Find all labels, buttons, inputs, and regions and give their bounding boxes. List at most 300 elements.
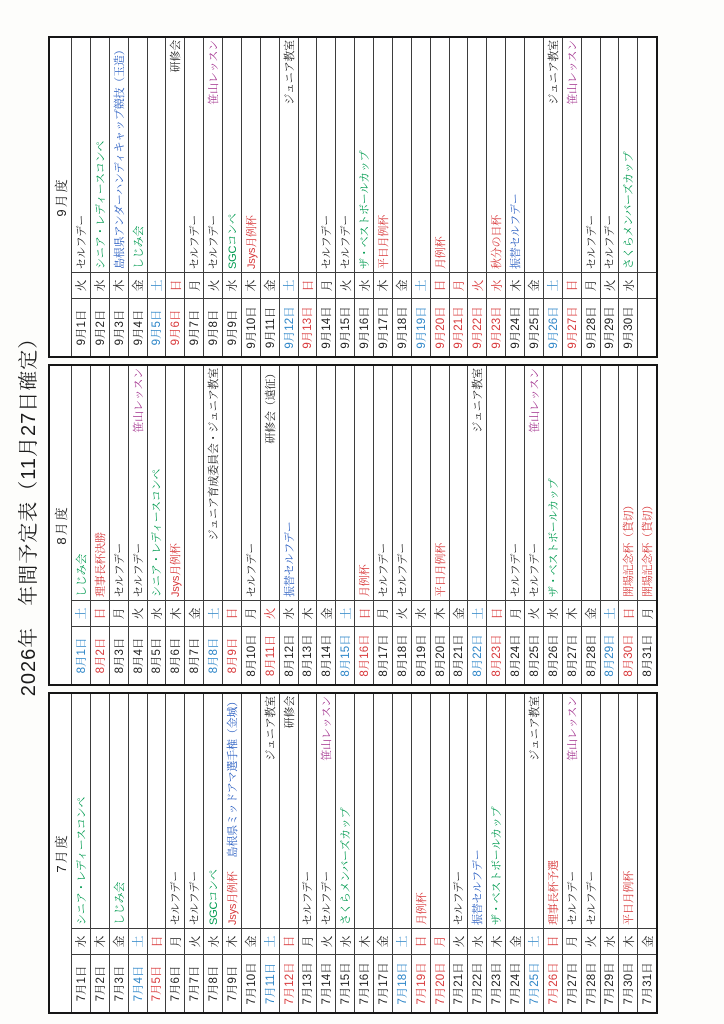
schedule-row	[260, 694, 279, 1012]
weekday-cell: 日	[355, 601, 373, 627]
event-cell	[355, 366, 373, 601]
schedule-row	[316, 366, 335, 684]
date-cell: 9月20日	[434, 306, 447, 349]
event-cell	[601, 366, 619, 601]
weekday-cell: 日	[563, 273, 581, 299]
schedule-row	[373, 38, 392, 356]
event-note-label: 笹山レッスン	[208, 40, 221, 105]
schedule-row	[524, 38, 543, 356]
event-label: 島根県アンダーハンディキャップ競技（玉造）	[113, 44, 126, 269]
weekday-cell: 月	[317, 273, 335, 299]
date-cell: 8月10日	[245, 634, 258, 677]
date-cell: 7月23日	[491, 962, 504, 1005]
date-cell: 9月14日	[321, 306, 334, 349]
date-cell: 7月6日	[170, 965, 183, 1002]
schedule-row	[618, 694, 637, 1012]
schedule-row	[260, 366, 279, 684]
schedule-row	[222, 694, 241, 1012]
schedule-row	[165, 694, 184, 1012]
weekday-cell: 月	[242, 601, 260, 627]
schedule-row	[467, 38, 486, 356]
event-note-label: ジュニア育成委員会・ジュニア教室	[208, 368, 221, 541]
schedule-row	[184, 366, 203, 684]
weekday-cell: 金	[506, 929, 524, 955]
schedule-row	[543, 694, 562, 1012]
date-cell: 8月12日	[283, 634, 296, 677]
schedule-row	[543, 366, 562, 684]
date-cell: 7月21日	[453, 962, 466, 1005]
date-cell: 9月15日	[340, 306, 353, 349]
weekday-cell: 月	[563, 929, 581, 955]
date-cell: 9月12日	[283, 306, 296, 349]
event-label: セルフデー	[245, 543, 258, 597]
weekday-cell: 火	[129, 601, 147, 627]
event-cell	[317, 366, 335, 601]
month-table-2	[48, 364, 658, 686]
date-cell: 7月8日	[208, 965, 221, 1002]
schedule-row	[524, 366, 543, 684]
weekday-cell: 木	[506, 273, 524, 299]
event-cell	[601, 38, 619, 273]
event-cell	[336, 694, 354, 929]
event-cell	[544, 366, 562, 601]
weekday-cell: 金	[525, 273, 543, 299]
weekday-cell: 日	[544, 929, 562, 955]
event-label: セルフデー	[189, 215, 202, 269]
date-cell: 8月21日	[453, 634, 466, 677]
weekday-cell: 火	[72, 273, 90, 299]
date-cell: 8月15日	[340, 634, 353, 677]
weekday-cell: 火	[582, 929, 600, 955]
month-table-3	[48, 36, 658, 358]
date-cell: 8月31日	[642, 634, 655, 677]
event-cell	[638, 694, 656, 929]
schedule-row	[373, 694, 392, 1012]
date-cell: 9月2日	[94, 309, 107, 346]
event-cell	[582, 38, 600, 273]
schedule-row	[449, 366, 468, 684]
page-title: 2026年 年間予定表（11月27日確定）	[18, 327, 40, 697]
schedule-row	[90, 38, 109, 356]
event-cell	[129, 366, 147, 601]
event-cell	[468, 366, 486, 601]
weekday-cell: 木	[431, 601, 449, 627]
event-cell	[261, 366, 279, 601]
event-cell	[393, 38, 411, 273]
schedule-row	[486, 694, 505, 1012]
weekday-cell: 水	[336, 929, 354, 955]
date-cell: 7月18日	[396, 962, 409, 1005]
weekday-cell: 土	[412, 273, 430, 299]
schedule-row	[449, 38, 468, 356]
event-cell	[280, 366, 298, 601]
event-label: 秋分の日杯	[491, 215, 504, 269]
event-cell	[487, 38, 505, 273]
schedule-row	[298, 694, 317, 1012]
event-label: Jsys月例杯	[245, 215, 258, 269]
schedule-row	[72, 366, 90, 684]
weekday-cell: 火	[204, 273, 222, 299]
weekday-cell: 木	[487, 929, 505, 955]
schedule-row	[279, 366, 298, 684]
event-cell	[563, 366, 581, 601]
schedule-row	[203, 366, 222, 684]
weekday-cell: 月	[185, 273, 203, 299]
event-note-label: ジュニア教室	[283, 40, 296, 105]
weekday-cell: 金	[261, 273, 279, 299]
weekday-cell: 木	[242, 273, 260, 299]
weekday-cell: 水	[223, 273, 241, 299]
event-cell	[72, 366, 90, 601]
weekday-cell: 土	[544, 273, 562, 299]
schedule-row	[335, 694, 354, 1012]
weekday-cell: 金	[185, 601, 203, 627]
schedule-row	[562, 366, 581, 684]
date-cell: 7月15日	[340, 962, 353, 1005]
date-cell: 9月5日	[151, 309, 164, 346]
schedule-row	[354, 366, 373, 684]
date-cell: 9月26日	[547, 306, 560, 349]
event-label: セルフデー	[113, 543, 126, 597]
event-cell	[525, 366, 543, 601]
date-cell: 7月13日	[302, 962, 315, 1005]
event-cell	[261, 38, 279, 273]
event-cell	[223, 38, 241, 273]
weekday-cell: 日	[431, 273, 449, 299]
schedule-row	[316, 38, 335, 356]
event-label: さくらメンバーズカップ	[623, 151, 636, 269]
event-label: セルフデー	[75, 215, 88, 269]
weekday-cell: 木	[110, 273, 128, 299]
event-label: セルフデー	[377, 543, 390, 597]
schedule-row	[279, 694, 298, 1012]
date-cell: 8月14日	[321, 634, 334, 677]
event-cell	[506, 694, 524, 929]
date-cell: 7月22日	[472, 962, 485, 1005]
weekday-cell: 水	[412, 601, 430, 627]
date-cell: 7月27日	[566, 962, 579, 1005]
schedule-row	[430, 366, 449, 684]
weekday-cell: 土	[72, 601, 90, 627]
weekday-cell: 土	[336, 601, 354, 627]
schedule-row	[335, 366, 354, 684]
month-tables	[48, 36, 658, 1014]
event-cell	[317, 38, 335, 273]
weekday-cell: 金	[374, 929, 392, 955]
event-label: 平日月例杯	[377, 215, 390, 269]
weekday-cell: 金	[638, 929, 656, 955]
event-cell	[91, 366, 109, 601]
event-cell	[223, 694, 241, 929]
schedule-row	[467, 366, 486, 684]
schedule-row	[316, 694, 335, 1012]
date-cell: 9月19日	[415, 306, 428, 349]
event-note-label: 笹山レッスン	[566, 696, 579, 761]
schedule-row	[90, 694, 109, 1012]
date-cell: 7月30日	[623, 962, 636, 1005]
date-cell: 8月11日	[264, 634, 277, 677]
weekday-cell: 水	[619, 273, 637, 299]
date-cell: 7月11日	[264, 962, 277, 1005]
event-label: SGCコンペ	[208, 869, 221, 925]
date-cell: 8月23日	[491, 634, 504, 677]
event-label: 平日月例杯	[623, 871, 636, 925]
weekday-cell	[638, 273, 656, 299]
date-cell: 9月22日	[472, 306, 485, 349]
weekday-cell: 水	[91, 273, 109, 299]
event-label: しじみ会	[113, 881, 126, 925]
date-cell: 9月17日	[377, 306, 390, 349]
weekday-cell: 月	[506, 601, 524, 627]
date-cell: 9月7日	[189, 309, 202, 346]
weekday-cell: 木	[91, 929, 109, 955]
event-cell	[412, 694, 430, 929]
month-header: 9月度	[50, 38, 72, 356]
weekday-cell: 火	[601, 273, 619, 299]
schedule-row	[562, 694, 581, 1012]
event-note-label: 研修会（遠征）	[264, 368, 277, 444]
schedule-row	[128, 366, 147, 684]
schedule-row	[467, 694, 486, 1012]
weekday-cell: 土	[261, 929, 279, 955]
weekday-cell: 土	[148, 273, 166, 299]
schedule-row	[637, 38, 656, 356]
event-cell	[242, 38, 260, 273]
event-cell	[72, 38, 90, 273]
event-cell	[582, 366, 600, 601]
schedule-row	[505, 366, 524, 684]
event-label: セルフデー	[528, 543, 541, 597]
date-cell: 7月31日	[642, 962, 655, 1005]
schedule-row	[109, 694, 128, 1012]
weekday-cell: 土	[525, 929, 543, 955]
weekday-cell: 水	[148, 601, 166, 627]
event-cell	[204, 366, 222, 601]
event-note-label: 研修会	[170, 40, 183, 73]
schedule-row	[203, 694, 222, 1012]
weekday-cell: 土	[204, 601, 222, 627]
weekday-cell: 日	[412, 929, 430, 955]
date-cell: 9月13日	[302, 306, 315, 349]
event-cell	[299, 38, 317, 273]
weekday-cell: 日	[148, 929, 166, 955]
schedule-row	[524, 694, 543, 1012]
schedule-row	[147, 366, 166, 684]
event-cell	[431, 694, 449, 929]
event-label: セルフデー	[302, 871, 315, 925]
event-cell	[374, 694, 392, 929]
schedule-row	[543, 38, 562, 356]
date-cell: 8月3日	[113, 637, 126, 674]
event-cell	[91, 38, 109, 273]
schedule-row	[411, 366, 430, 684]
event-cell	[242, 366, 260, 601]
date-cell: 7月16日	[359, 962, 372, 1005]
event-cell	[525, 694, 543, 929]
date-cell: 7月10日	[245, 962, 258, 1005]
event-label: セルフデー	[585, 871, 598, 925]
event-cell	[487, 366, 505, 601]
date-cell: 9月29日	[604, 306, 617, 349]
event-note-label: 笹山レッスン	[528, 368, 541, 433]
event-cell	[412, 38, 430, 273]
weekday-cell: 金	[110, 929, 128, 955]
weekday-cell: 日	[299, 273, 317, 299]
event-cell	[450, 694, 468, 929]
schedule-row	[581, 38, 600, 356]
event-cell	[129, 694, 147, 929]
event-cell	[261, 694, 279, 929]
event-note-label: ジュニア教室	[547, 40, 560, 105]
weekday-cell: 火	[450, 929, 468, 955]
schedule-row	[581, 694, 600, 1012]
date-cell: 7月29日	[604, 962, 617, 1005]
event-label: セルフデー	[453, 871, 466, 925]
event-cell	[544, 38, 562, 273]
schedule-row	[392, 38, 411, 356]
weekday-cell: 木	[619, 929, 637, 955]
event-cell	[355, 38, 373, 273]
event-cell	[185, 694, 203, 929]
event-cell	[223, 366, 241, 601]
schedule-row	[147, 38, 166, 356]
event-cell	[148, 366, 166, 601]
event-cell	[582, 694, 600, 929]
schedule-row	[430, 694, 449, 1012]
event-label: Jsys月例杯	[226, 871, 239, 925]
month-table-1	[48, 692, 658, 1014]
event-cell	[110, 38, 128, 273]
schedule-row	[354, 694, 373, 1012]
weekday-cell: 金	[582, 601, 600, 627]
schedule-row	[430, 38, 449, 356]
weekday-cell: 金	[129, 273, 147, 299]
date-cell: 9月16日	[359, 306, 372, 349]
date-cell: 9月28日	[585, 306, 598, 349]
event-cell	[619, 366, 637, 601]
date-cell: 9月21日	[453, 306, 466, 349]
event-label: セルフデー	[189, 871, 202, 925]
schedule-row	[637, 366, 656, 684]
weekday-cell: 日	[166, 273, 184, 299]
event-cell	[431, 366, 449, 601]
event-cell	[450, 38, 468, 273]
event-cell	[506, 38, 524, 273]
event-label: 理事長杯決勝	[94, 532, 107, 597]
event-note-label: ジュニア教室	[472, 368, 485, 433]
weekday-cell: 火	[336, 273, 354, 299]
event-label: 振替セルフデー	[472, 849, 485, 925]
event-label: 振替セルフデー	[283, 521, 296, 597]
event-cell	[638, 38, 656, 273]
event-note-label: 笹山レッスン	[566, 40, 579, 105]
weekday-cell: 日	[487, 601, 505, 627]
event-cell	[166, 694, 184, 929]
schedule-row	[637, 694, 656, 1012]
weekday-cell: 木	[166, 601, 184, 627]
date-cell: 8月22日	[472, 634, 485, 677]
date-cell: 9月10日	[245, 306, 258, 349]
event-cell	[148, 694, 166, 929]
date-cell: 7月24日	[510, 962, 523, 1005]
weekday-cell: 金	[317, 601, 335, 627]
event-cell	[280, 694, 298, 929]
schedule-row	[354, 38, 373, 356]
date-cell: 9月18日	[396, 306, 409, 349]
weekday-cell: 火	[185, 929, 203, 955]
date-cell: 7月26日	[547, 962, 560, 1005]
event-cell	[299, 366, 317, 601]
weekday-cell: 木	[563, 601, 581, 627]
event-cell	[91, 694, 109, 929]
weekday-cell: 木	[223, 929, 241, 955]
date-cell: 7月14日	[321, 962, 334, 1005]
schedule-row	[109, 38, 128, 356]
weekday-cell: 水	[544, 601, 562, 627]
event-label: 開場記念杯（貸切）	[642, 499, 655, 597]
event-note-label: 島根県ミッドアマ選手権（金城）	[226, 696, 239, 858]
weekday-cell: 木	[299, 601, 317, 627]
event-label: SGCコンペ	[226, 213, 239, 269]
date-cell: 8月2日	[94, 637, 107, 674]
schedule-row	[600, 366, 619, 684]
weekday-cell: 日	[280, 929, 298, 955]
weekday-cell: 月	[431, 929, 449, 955]
schedule-row	[449, 694, 468, 1012]
date-cell: 8月6日	[170, 637, 183, 674]
schedule-row	[72, 694, 90, 1012]
weekday-cell: 日	[619, 601, 637, 627]
date-cell: 8月19日	[415, 634, 428, 677]
event-cell	[487, 694, 505, 929]
date-cell: 7月12日	[283, 962, 296, 1005]
schedule-row	[505, 38, 524, 356]
weekday-cell: 木	[374, 273, 392, 299]
weekday-cell: 水	[601, 929, 619, 955]
date-cell: 7月9日	[226, 965, 239, 1002]
schedule-row	[222, 38, 241, 356]
event-label: セルフデー	[208, 215, 221, 269]
weekday-cell: 日	[223, 601, 241, 627]
schedule-row	[147, 694, 166, 1012]
event-cell	[544, 694, 562, 929]
event-cell	[336, 38, 354, 273]
date-cell: 8月16日	[359, 634, 372, 677]
event-label: シニア・レディースコンペ	[75, 796, 88, 925]
event-cell	[336, 366, 354, 601]
weekday-cell: 月	[450, 273, 468, 299]
date-cell: 7月3日	[113, 965, 126, 1002]
weekday-cell: 水	[487, 273, 505, 299]
event-note-label: ジュニア教室	[528, 696, 541, 761]
month-header: 8月度	[50, 366, 72, 684]
date-cell: 8月30日	[623, 634, 636, 677]
event-cell	[110, 694, 128, 929]
event-cell	[166, 366, 184, 601]
schedule-row	[260, 38, 279, 356]
schedule-row	[241, 694, 260, 1012]
schedule-row	[298, 366, 317, 684]
date-cell: 8月13日	[302, 634, 315, 677]
event-label: セルフデー	[340, 215, 353, 269]
event-label: 振替セルフデー	[510, 193, 523, 269]
schedule-row	[486, 38, 505, 356]
date-cell: 8月4日	[132, 637, 145, 674]
event-label: ザ・ベストボールカップ	[491, 806, 504, 925]
date-cell: 9月3日	[113, 309, 126, 346]
event-label: しじみ会	[75, 553, 88, 597]
event-label: セルフデー	[321, 215, 334, 269]
